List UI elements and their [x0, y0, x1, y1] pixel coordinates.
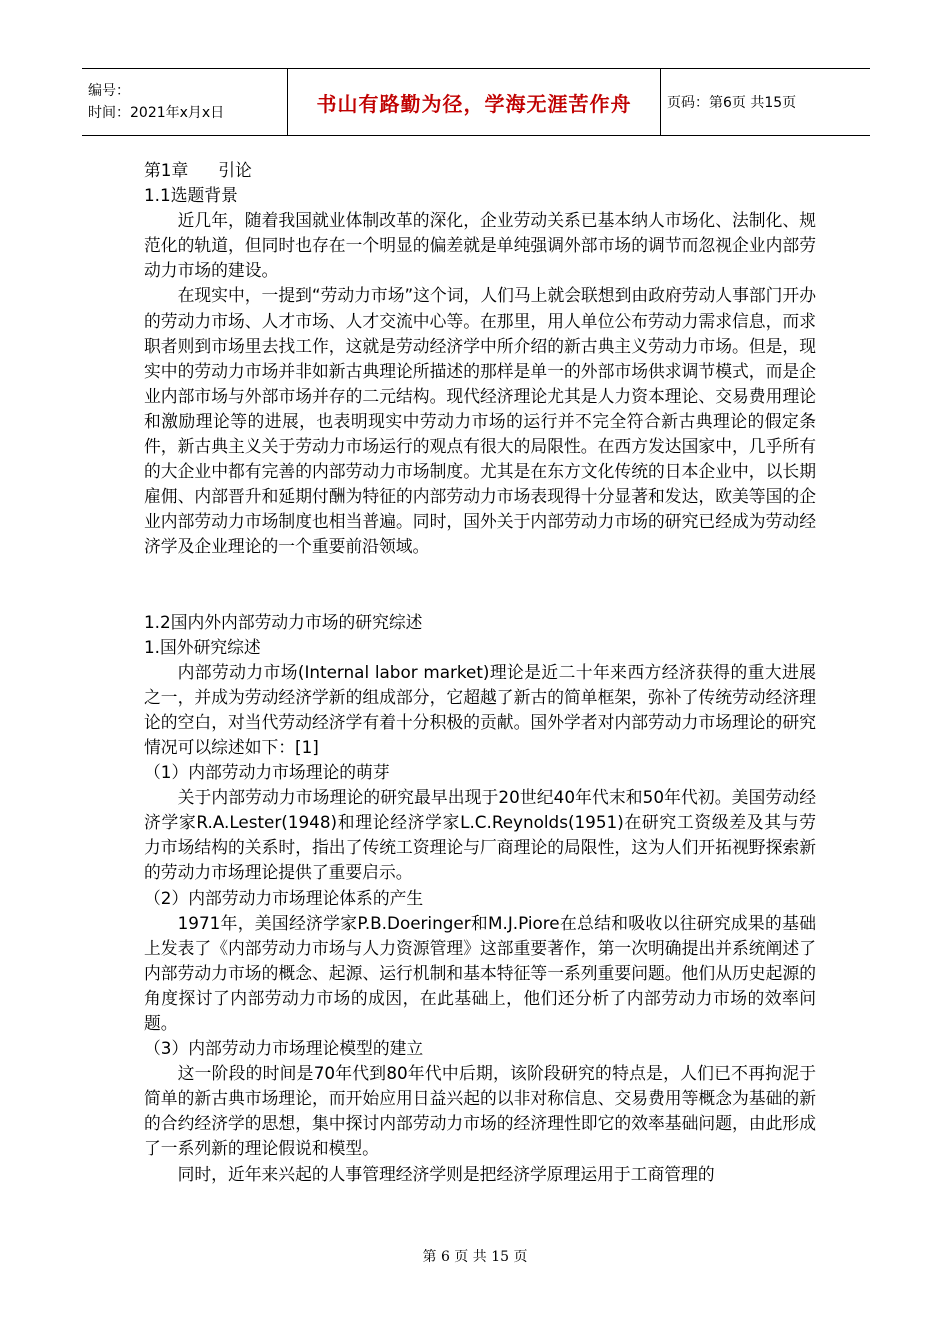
chapter-number: 第1章 — [144, 160, 189, 180]
document-number-label: 编号： — [88, 83, 130, 99]
paragraph-7: 同时，近年来兴起的人事管理经济学则是把经济学原理运用于工商管理的 — [177, 1163, 715, 1184]
document-time-label: 时间：2021年x月x日 — [88, 105, 225, 121]
paragraph-1: 近几年，随着我国就业体制改革的深化，企业劳动关系已基本纳人市场化、法制化、规范化的轨道，但同时也存在一个明显的偏差就是单纯强调外部市场的调节而忽视企业内部劳动力市场的建设。 — [144, 210, 816, 281]
document-body — [144, 158, 816, 1187]
paragraph-3: 内部劳动力市场(Internal labor market)理论是近二十年来西方经济获得的重大进展之一，并成为劳动经济学新的组成部分，它超越了新古的简单框架，弥补了传统劳动经济理论的空白，对当代劳动经济学有着十分积极的贡献。国外学者对内部劳动力市场理论的研究情况可以综述如下：[1] — [144, 661, 816, 757]
paragraph-2: 在现实中，一提到“劳动力市场”这个词，人们马上就会联想到由政府劳动人事部门开办的劳动力市场、人才市场、人才交流中心等。在那里，用人单位公布劳动力需求信息，而求职者则到市场里去找工作，这就是劳动经济学中所介绍的新古典主义劳动力市场。但是，现实中的劳动力市场并非如新古典理论所描述的那样是单一的外部市场供求调节模式，而是企业内部市场与外部市场并存的二元结构。现代经济理论尤其是人力资本理论、交易费用理论和激励理论等的进展，也表明现实中劳动力市场的运行并不完全符合新古典理论的假定条件，新古典主义关于劳动力市场运行的观点有很大的局限性。在西方发达国家中，几乎所有的大企业中都有完善的内部劳动力市场制度。尤其是在东方文化传统的日本企业中，以长期雇佣、内部晋升和延期付酬为特征的内部劳动力市场表现得十分显著和发达，欧美等国的企业内部劳动力市场制度也相当普遍。同时，国外关于内部劳动力市场的研究已经成为劳动经济学及企业理论的一个重要前沿领域。 — [144, 285, 816, 557]
section-heading-1-1: 1.1选题背景 — [144, 185, 238, 206]
item-heading-1: （1）内部劳动力市场理论的萌芽 — [144, 762, 390, 783]
page-header — [82, 68, 870, 136]
header-motto-cell — [288, 69, 661, 136]
header-page-info: 页码：第6页 共15页 — [661, 69, 871, 136]
paragraph-6: 这一阶段的时间是70年代到80年代中后期，该阶段研究的特点是，人们已不再拘泥于简单的新古典市场理论，而开始应用日益兴起的以非对称信息、交易费用等概念为基础的新的合约经济学的思想，集中探讨内部劳动力市场的经济理性即它的效率基础问题，由此形成了一系列新的理论假说和模型。 — [144, 1063, 816, 1159]
header-meta — [82, 69, 288, 136]
item-heading-3: （3）内部劳动力市场理论模型的建立 — [144, 1038, 424, 1059]
paragraph-4: 关于内部劳动力市场理论的研究最早出现于20世纪40年代末和50年代初。美国劳动经济学家R.A.Lester(1948)和理论经济学家L.C.Reynolds(1951)在研究工资级差及其与劳力市场结构的关系时，指出了传统工资理论与厂商理论的局限性，这为人们开拓视野探索新的劳动力市场理论提供了重要启示。 — [144, 787, 816, 883]
item-heading-2: （2）内部劳动力市场理论体系的产生 — [144, 887, 424, 908]
chapter-title: 引论 — [218, 160, 252, 180]
header-motto: 书山有路勤为径，学海无涯苦作舟 — [316, 91, 632, 116]
page-footer: 第 6 页 共 15 页 — [422, 1249, 528, 1265]
chapter-heading — [144, 158, 816, 183]
section-heading-1-2: 1.2国内外内部劳动力市场的研究综述 — [144, 611, 423, 632]
subsection-heading: 1.国外研究综述 — [144, 636, 261, 657]
paragraph-5: 1971年，美国经济学家P.B.Doeringer和M.J.Piore在总结和吸收以往研究成果的基础上发表了《内部劳动力市场与人力资源管理》这部重要著作，第一次明确提出并系统阐述了内部劳动力市场的概念、起源、运行机制和基本特征等一系列重要问题。他们从历史起源的角度探讨了内部劳动力市场的成因，在此基础上，他们还分析了内部劳动力市场的效率问题。 — [144, 912, 816, 1033]
